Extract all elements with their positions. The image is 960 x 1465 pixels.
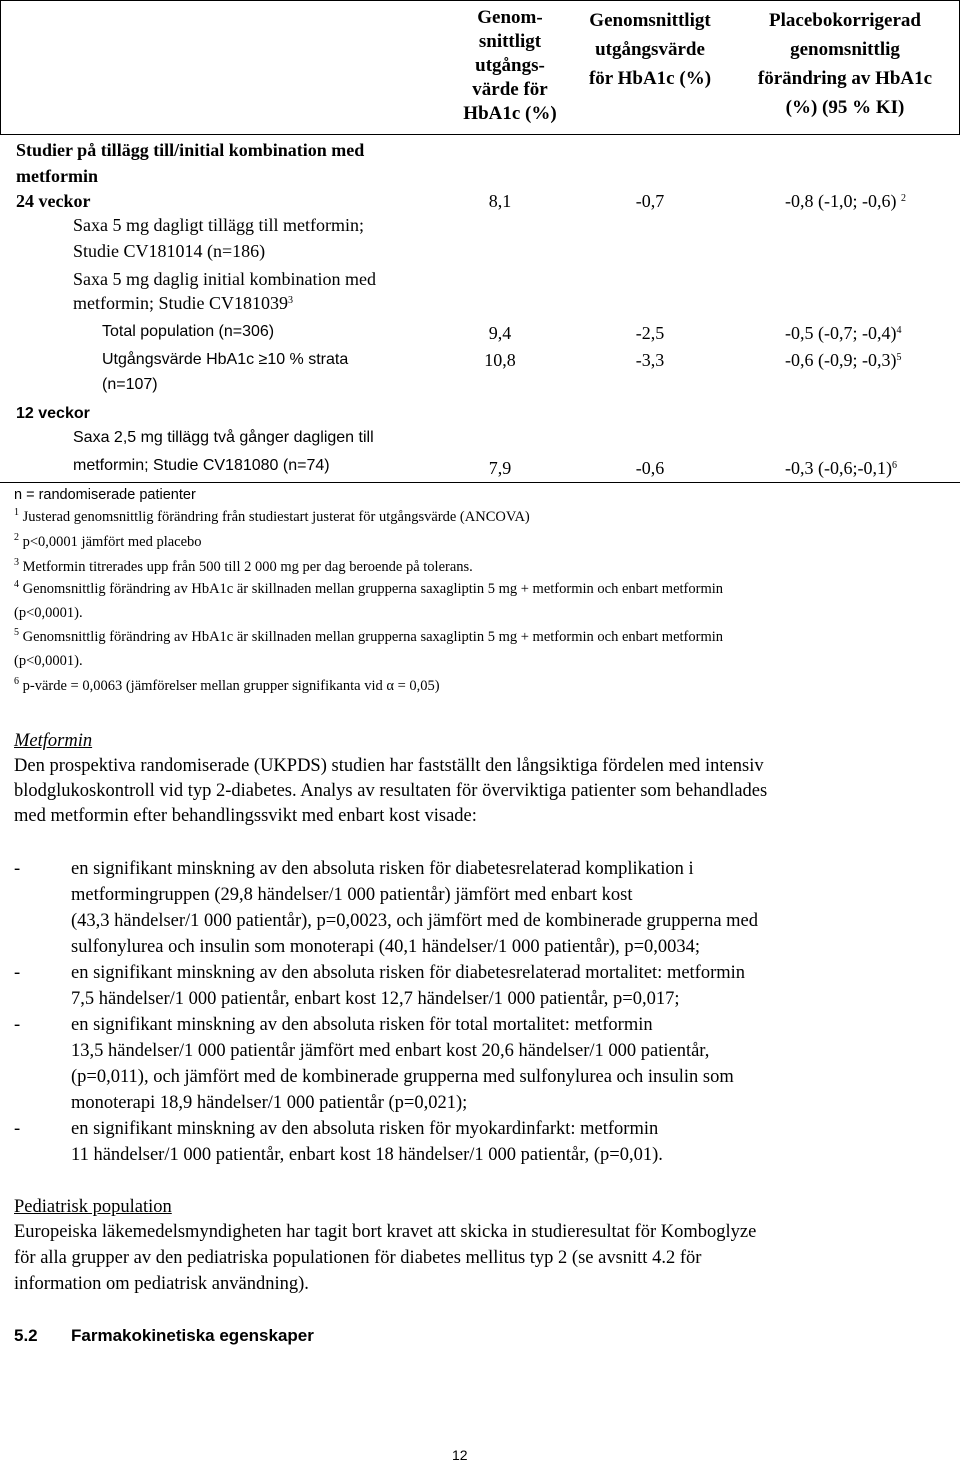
page-number: 12 xyxy=(452,1447,468,1463)
row1-change: -0,7 xyxy=(635,191,665,211)
section-number: 5.2 xyxy=(14,1326,38,1345)
bullet-dash-2: - xyxy=(14,963,21,983)
bullet-1-line-4: sulfonylurea och insulin som monoterapi (40,1 händelser/1 000 patientår), p=0,0034; xyxy=(71,937,701,957)
row1-placebo-change: -0,8 (-1,0; -0,6) $^2$ xyxy=(785,191,906,211)
footnote-5: $^5$ Genomsnittlig förändring av HbA1c är skillnaden mellan grupperna saxagliptin 5 mg + metformin och enbart metformin xyxy=(14,627,724,645)
table-left-border xyxy=(0,0,1,134)
row5-label: Saxa 2,5 mg tillägg två gånger dagligen till xyxy=(73,429,374,446)
footnote-6: $^6$ p-värde = 0,0063 (jämförelser mellan grupper signifikanta vid α = 0,05) xyxy=(14,676,440,694)
footnote-4: $^4$ Genomsnittlig förändring av HbA1c är skillnaden mellan grupperna saxagliptin 5 mg + metformin och enbart metformin xyxy=(14,579,724,597)
metformin-para-line-2: blodglukoskontroll vid typ 2-diabetes. Analys av resultaten för överviktiga patienter som behandlades xyxy=(14,781,768,801)
header-col-placebo-corrected: Placebokorrigerad genomsnittlig förändring av HbA1c (%) (95 % KI) xyxy=(757,10,933,118)
row4-baseline: 10,8 xyxy=(484,350,516,370)
metformin-heading: Metformin xyxy=(14,731,93,751)
metformin-para-line-3: med metformin efter behandlingssvikt med enbart kost visade: xyxy=(14,806,477,826)
row5-change: -0,6 xyxy=(635,458,665,478)
row5-placebo-change: -0,3 (-0,6;-0,1)$^6$ xyxy=(785,458,897,478)
section-title: Farmakokinetiska egenskaper xyxy=(71,1326,314,1345)
table-bottom-border xyxy=(0,482,960,483)
pediatric-line-2: för alla grupper av den pediatriska populationen för diabetes mellitus typ 2 (se avsnitt 4.2 för xyxy=(14,1248,702,1268)
footnote-4-cont: (p<0,0001). xyxy=(14,605,83,621)
row3-label: Total population (n=306) xyxy=(102,323,275,340)
footnote-1: $^1$ Justerad genomsnittlig förändring från studiestart justerat för utgångsvärde (ANCOVA) xyxy=(14,507,530,525)
row4-label: Utgångsvärde HbA1c ≥10 % strata xyxy=(102,351,349,368)
footnote-n: n = randomiserade patienter xyxy=(14,487,196,503)
header-col-baseline-1: Genom- snittligt utgångs- värde för HbA1c (%) xyxy=(463,7,557,124)
row1-baseline: 8,1 xyxy=(488,191,512,211)
bullet-3-line-2: 13,5 händelser/1 000 patientår jämfört med enbart kost 20,6 händelser/1 000 patientår, xyxy=(71,1041,710,1061)
row4-placebo-change: -0,6 (-0,9; -0,3)$^5$ xyxy=(785,350,902,370)
section-heading-cont: metformin xyxy=(16,166,98,186)
row4-label-cont: (n=107) xyxy=(102,376,158,393)
row3-change: -2,5 xyxy=(635,323,665,343)
row4-change: -3,3 xyxy=(635,350,665,370)
weeks-24-label: 24 veckor xyxy=(16,191,91,211)
row1-label-cont: Studie CV181014 (n=186) xyxy=(73,241,266,261)
weeks-12-label: 12 veckor xyxy=(16,405,90,422)
row1-label: Saxa 5 mg dagligt tillägg till metformin; xyxy=(73,215,364,235)
pediatric-heading: Pediatrisk population xyxy=(14,1197,172,1217)
row3-placebo-change: -0,5 (-0,7; -0,4)$^4$ xyxy=(785,323,902,343)
row5-baseline: 7,9 xyxy=(488,458,512,478)
bullet-4-line-1: en signifikant minskning av den absoluta risken för myokardinfarkt: metformin xyxy=(71,1119,659,1139)
bullet-3-line-4: monoterapi 18,9 händelser/1 000 patientår (p=0,021); xyxy=(71,1093,468,1113)
bullet-3-line-3: (p=0,011), och jämfört med de kombinerade grupperna med sulfonylurea och insulin som xyxy=(71,1067,734,1087)
metformin-para-line-1: Den prospektiva randomiserade (UKPDS) studien har fastställt den långsiktiga fördelen med intensiv xyxy=(14,756,764,776)
bullet-3-line-1: en signifikant minskning av den absoluta risken för total mortalitet: metformin xyxy=(71,1015,653,1035)
bullet-dash-1: - xyxy=(14,859,21,879)
footnote-2: $^2$ p<0,0001 jämfört med placebo xyxy=(14,532,202,550)
footnote-5-cont: (p<0,0001). xyxy=(14,653,83,669)
table-top-border xyxy=(0,0,960,1)
section-heading: Studier på tillägg till/initial kombination med xyxy=(16,140,365,160)
bullet-dash-3: - xyxy=(14,1015,21,1035)
table-header-border xyxy=(0,134,960,135)
row3-baseline: 9,4 xyxy=(488,323,512,343)
bullet-2-line-2: 7,5 händelser/1 000 patientår, enbart kost 12,7 händelser/1 000 patientår, p=0,017; xyxy=(71,989,680,1009)
bullet-4-line-2: 11 händelser/1 000 patientår, enbart kost 18 händelser/1 000 patientår, (p=0,01). xyxy=(71,1145,663,1165)
bullet-dash-4: - xyxy=(14,1119,21,1139)
row2-label: Saxa 5 mg daglig initial kombination med xyxy=(73,269,376,289)
bullet-1-line-2: metformingruppen (29,8 händelser/1 000 patientår) jämfört med enbart kost xyxy=(71,885,633,905)
bullet-2-line-1: en signifikant minskning av den absoluta risken för diabetesrelaterad mortalitet: metformin xyxy=(71,963,746,983)
footnote-3: $^3$ Metformin titrerades upp från 500 till 2 000 mg per dag beroende på tolerans. xyxy=(14,557,473,575)
row2-label-cont: metformin; Studie CV181039$^3$ xyxy=(73,293,293,313)
row5-label-cont: metformin; Studie CV181080 (n=74) xyxy=(73,457,330,474)
header-col-baseline-2: Genomsnittligt utgångsvärde för HbA1c (%) xyxy=(588,10,712,89)
bullet-1-line-3: (43,3 händelser/1 000 patientår), p=0,0023, och jämfört med de kombinerade grupperna med xyxy=(71,911,759,931)
bullet-1-line-1: en signifikant minskning av den absoluta risken för diabetesrelaterad komplikation i xyxy=(71,859,694,879)
pediatric-line-3: information om pediatrisk användning). xyxy=(14,1274,309,1294)
pediatric-line-1: Europeiska läkemedelsmyndigheten har tagit bort kravet att skicka in studieresultat för Komboglyze xyxy=(14,1222,757,1242)
